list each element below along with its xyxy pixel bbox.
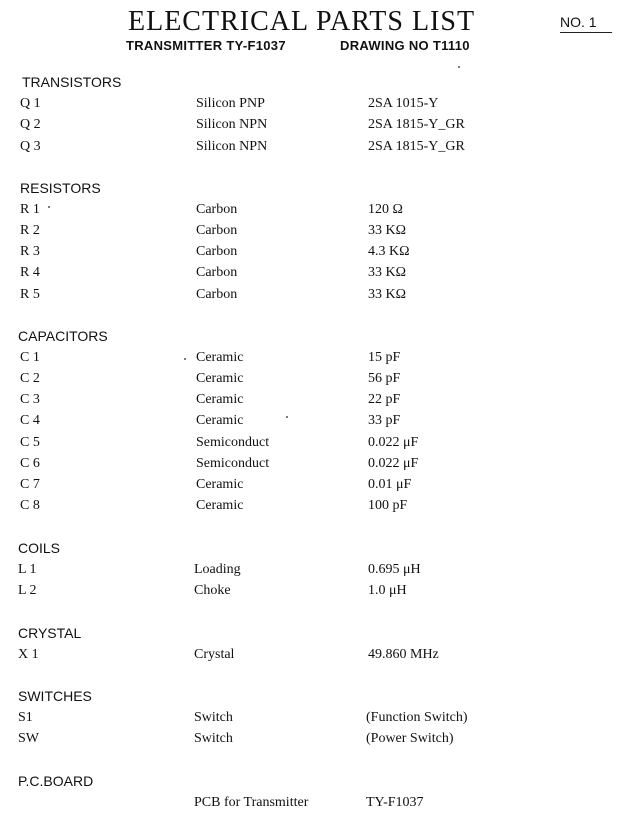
part-ref: L 2 bbox=[18, 583, 37, 598]
list-item bbox=[0, 371, 631, 391]
list-item bbox=[0, 710, 631, 730]
scan-speck bbox=[458, 66, 460, 68]
scan-speck bbox=[184, 358, 186, 360]
part-value: 100 pF bbox=[368, 498, 408, 513]
part-type: Ceramic bbox=[196, 477, 244, 492]
section-title: CAPACITORS bbox=[18, 328, 108, 344]
part-ref: C 5 bbox=[20, 435, 40, 450]
part-value: 2SA 1815-Y_GR bbox=[368, 117, 465, 132]
list-item bbox=[0, 477, 631, 497]
part-type: PCB for Transmitter bbox=[194, 795, 309, 810]
page-number: NO. 1 bbox=[560, 14, 612, 33]
part-ref: L 1 bbox=[18, 562, 37, 577]
list-item bbox=[0, 731, 631, 751]
part-type: Semiconduct bbox=[196, 435, 270, 450]
part-value: 120 Ω bbox=[368, 202, 403, 217]
list-item bbox=[0, 350, 631, 370]
part-type: Silicon PNP bbox=[196, 96, 265, 111]
part-type: Carbon bbox=[196, 202, 238, 217]
part-value: 0.695 μH bbox=[368, 562, 421, 577]
list-item bbox=[0, 96, 631, 116]
part-type: Loading bbox=[194, 562, 241, 577]
part-value: 33 KΩ bbox=[368, 265, 407, 280]
part-value: 33 KΩ bbox=[368, 287, 407, 302]
part-type: Silicon NPN bbox=[196, 117, 268, 132]
list-item bbox=[0, 435, 631, 455]
part-type: Crystal bbox=[194, 647, 235, 662]
part-ref: S1 bbox=[18, 710, 33, 725]
part-type: Switch bbox=[194, 710, 233, 725]
part-type: Carbon bbox=[196, 265, 238, 280]
list-item bbox=[0, 265, 631, 285]
part-value: 56 pF bbox=[368, 371, 401, 386]
subtitle-drawing-no: DRAWING NO T1110 bbox=[340, 38, 470, 53]
list-item bbox=[0, 795, 631, 815]
part-value: 33 pF bbox=[368, 413, 401, 428]
part-type: Ceramic bbox=[196, 371, 244, 386]
scan-speck bbox=[286, 416, 288, 418]
section-title: SWITCHES bbox=[18, 688, 92, 704]
section-title: TRANSISTORS bbox=[22, 74, 122, 90]
list-item bbox=[0, 498, 631, 518]
list-item bbox=[0, 244, 631, 264]
part-ref: C 4 bbox=[20, 413, 40, 428]
part-ref: C 2 bbox=[20, 371, 40, 386]
part-ref: X 1 bbox=[18, 647, 39, 662]
part-value: 0.01 μF bbox=[368, 477, 412, 492]
subtitle-transmitter: TRANSMITTER TY-F1037 bbox=[126, 38, 286, 53]
part-type: Ceramic bbox=[196, 350, 244, 365]
part-ref: C 3 bbox=[20, 392, 40, 407]
part-value: 33 KΩ bbox=[368, 223, 407, 238]
part-value: 15 pF bbox=[368, 350, 401, 365]
scan-speck bbox=[48, 206, 50, 208]
list-item bbox=[0, 647, 631, 667]
part-ref: R 4 bbox=[20, 265, 40, 280]
part-type: Carbon bbox=[196, 223, 238, 238]
part-ref: C 1 bbox=[20, 350, 40, 365]
part-value: 4.3 KΩ bbox=[368, 244, 410, 259]
part-type: Switch bbox=[194, 731, 233, 746]
section-title: CRYSTAL bbox=[18, 625, 82, 641]
part-value: TY-F1037 bbox=[366, 795, 424, 810]
part-ref: R 5 bbox=[20, 287, 40, 302]
part-type: Ceramic bbox=[196, 413, 244, 428]
part-type: Ceramic bbox=[196, 392, 244, 407]
part-type: Silicon NPN bbox=[196, 139, 268, 154]
list-item bbox=[0, 139, 631, 159]
part-value: 2SA 1015-Y bbox=[368, 96, 439, 111]
section-title: P.C.BOARD bbox=[18, 773, 94, 789]
part-type: Ceramic bbox=[196, 498, 244, 513]
part-ref: SW bbox=[18, 731, 39, 746]
part-ref: R 3 bbox=[20, 244, 40, 259]
document-title: ELECTRICAL PARTS LIST bbox=[128, 6, 476, 37]
list-item bbox=[0, 223, 631, 243]
part-type: Carbon bbox=[196, 244, 238, 259]
part-ref: Q 3 bbox=[20, 139, 41, 154]
list-item bbox=[0, 392, 631, 412]
section-title: RESISTORS bbox=[20, 180, 101, 196]
part-ref: Q 1 bbox=[20, 96, 41, 111]
part-value: 0.022 μF bbox=[368, 435, 419, 450]
list-item bbox=[0, 202, 631, 222]
part-value: 49.860 MHz bbox=[368, 647, 439, 662]
part-ref: C 8 bbox=[20, 498, 40, 513]
part-ref: Q 2 bbox=[20, 117, 41, 132]
list-item bbox=[0, 562, 631, 582]
list-item bbox=[0, 117, 631, 137]
part-value: (Function Switch) bbox=[366, 710, 468, 725]
part-type: Carbon bbox=[196, 287, 238, 302]
part-value: (Power Switch) bbox=[366, 731, 454, 746]
part-ref: C 7 bbox=[20, 477, 40, 492]
part-ref: C 6 bbox=[20, 456, 40, 471]
part-type: Choke bbox=[194, 583, 231, 598]
part-value: 2SA 1815-Y_GR bbox=[368, 139, 465, 154]
part-ref: R 2 bbox=[20, 223, 40, 238]
part-type: Semiconduct bbox=[196, 456, 270, 471]
list-item bbox=[0, 583, 631, 603]
list-item bbox=[0, 413, 631, 433]
part-ref: R 1 bbox=[20, 202, 40, 217]
part-value: 1.0 μH bbox=[368, 583, 407, 598]
section-title: COILS bbox=[18, 540, 61, 556]
list-item bbox=[0, 456, 631, 476]
part-value: 0.022 μF bbox=[368, 456, 419, 471]
part-value: 22 pF bbox=[368, 392, 401, 407]
list-item bbox=[0, 287, 631, 307]
